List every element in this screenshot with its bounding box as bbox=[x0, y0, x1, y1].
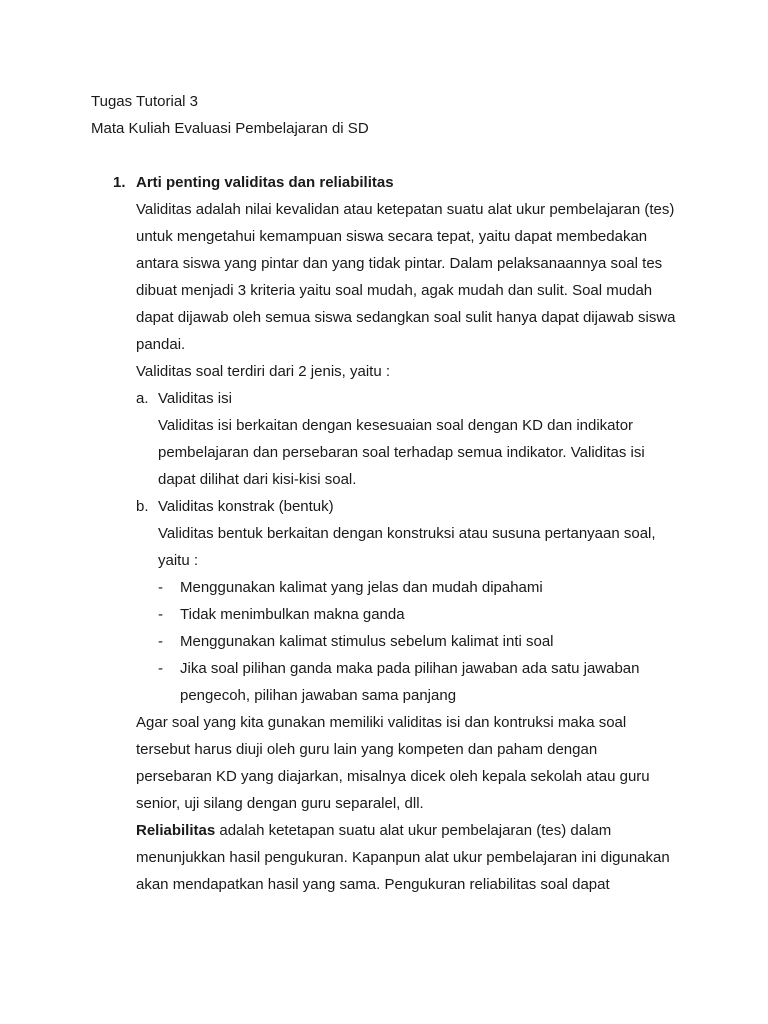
paragraph-line: menunjukkan hasil pengukuran. Kapanpun alat ukur pembelajaran ini digunakan bbox=[136, 849, 670, 866]
paragraph-line: pembelajaran dan persebaran soal terhadap semua indikator. Validitas isi bbox=[158, 444, 645, 461]
types-intro: Validitas soal terdiri dari 2 jenis, yaitu : bbox=[136, 363, 391, 380]
bullet-text: Tidak menimbulkan makna ganda bbox=[180, 606, 405, 623]
document-title: Tugas Tutorial 3 bbox=[91, 93, 198, 110]
reliabilitas-first-line bbox=[136, 822, 611, 840]
bullet-text: Menggunakan kalimat stimulus sebelum kalimat inti soal bbox=[180, 633, 554, 650]
section-heading: Arti penting validitas dan reliabilitas bbox=[136, 174, 394, 191]
paragraph-line: Validitas adalah nilai kevalidan atau ketepatan suatu alat ukur pembelajaran (tes) bbox=[136, 201, 675, 218]
reliabilitas-term: Reliabilitas bbox=[136, 822, 216, 839]
paragraph-line: untuk mengetahui kemampuan siswa secara tepat, yaitu dapat membedakan bbox=[136, 228, 648, 245]
paragraph-line: dibuat menjadi 3 kriteria yaitu soal mudah, agak mudah dan sulit. Soal mudah bbox=[136, 282, 653, 299]
paragraph-line: antara siswa yang pintar dan yang tidak pintar. Dalam pelaksanaannya soal tes bbox=[136, 255, 663, 272]
paragraph-line: Agar soal yang kita gunakan memiliki validitas isi dan kontruksi maka soal bbox=[136, 714, 627, 731]
bullet-marker: - bbox=[158, 579, 163, 596]
paragraph-line: pandai. bbox=[136, 336, 186, 353]
paragraph-line: dapat dijawab oleh semua siswa sedangkan soal sulit hanya dapat dijawab siswa bbox=[136, 309, 676, 326]
paragraph-line: senior, uji silang dengan guru separalel, dll. bbox=[136, 795, 424, 812]
paragraph-line: dapat dilihat dari kisi-kisi soal. bbox=[158, 471, 357, 488]
paragraph-line: persebaran KD yang diajarkan, misalnya dicek oleh kepala sekolah atau guru bbox=[136, 768, 650, 785]
paragraph-line: yaitu : bbox=[158, 552, 199, 569]
paragraph-line: tersebut harus diuji oleh guru lain yang kompeten dan paham dengan bbox=[136, 741, 598, 758]
paragraph-line: akan mendapatkan hasil yang sama. Pengukuran reliabilitas soal dapat bbox=[136, 876, 610, 893]
paragraph-line: Validitas isi berkaitan dengan kesesuaian soal dengan KD dan indikator bbox=[158, 417, 634, 434]
bullet-text: Menggunakan kalimat yang jelas dan mudah dipahami bbox=[180, 579, 543, 596]
bullet-marker: - bbox=[158, 606, 163, 623]
item-a-title: Validitas isi bbox=[158, 390, 232, 407]
document-subtitle: Mata Kuliah Evaluasi Pembelajaran di SD bbox=[91, 120, 369, 137]
list-marker-b: b. bbox=[136, 498, 149, 515]
section-number: 1. bbox=[113, 174, 126, 191]
paragraph-line: Validitas bentuk berkaitan dengan konstruksi atau susuna pertanyaan soal, bbox=[158, 525, 656, 542]
item-b-title: Validitas konstrak (bentuk) bbox=[158, 498, 334, 515]
list-marker-a: a. bbox=[136, 390, 149, 407]
reliabilitas-first-line-rest: adalah ketetapan suatu alat ukur pembelajaran (tes) dalam bbox=[215, 822, 612, 839]
bullet-text: pengecoh, pilihan jawaban sama panjang bbox=[180, 687, 457, 704]
bullet-text: Jika soal pilihan ganda maka pada pilihan jawaban ada satu jawaban bbox=[180, 660, 640, 677]
bullet-marker: - bbox=[158, 660, 163, 677]
bullet-marker: - bbox=[158, 633, 163, 650]
